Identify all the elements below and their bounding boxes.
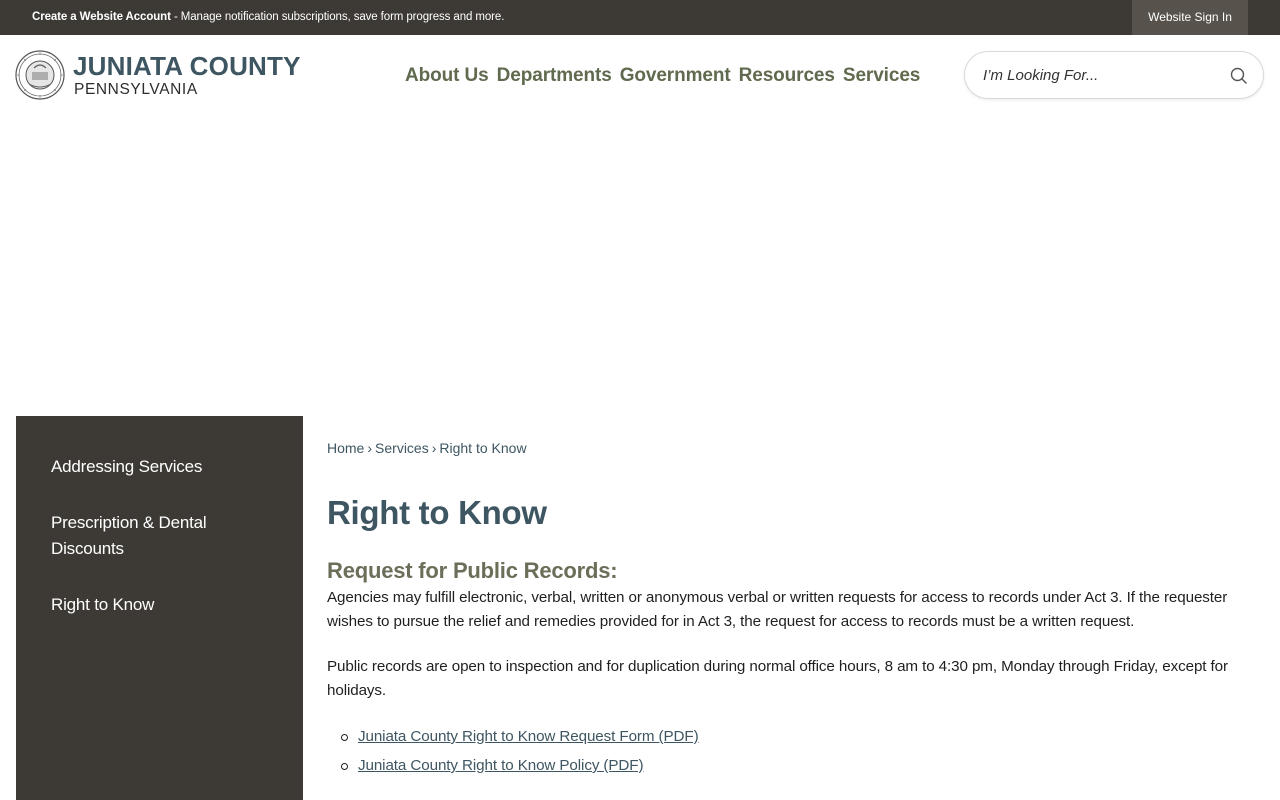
sidebar-item-right-to-know[interactable]: Right to Know xyxy=(51,595,155,614)
sidebar-navigation xyxy=(16,416,303,800)
main-navigation xyxy=(405,63,920,89)
logo-state-name: PENNSYLVANIA xyxy=(74,81,198,98)
nav-departments[interactable]: Departments xyxy=(496,65,612,86)
logo-county-name: JUNIATA COUNTY xyxy=(73,51,301,81)
list-item xyxy=(339,725,699,754)
content-paragraph: Agencies may fulfill electronic, verbal, written or anonymous verbal or written requests for access to records under Act 3. If the requester wishes to pursue the relief and remedies provided for in Act 3, the request for access to records must be a written request. xyxy=(327,589,1228,630)
account-message xyxy=(32,0,504,35)
breadcrumb-separator: › xyxy=(431,440,437,456)
breadcrumb-separator: › xyxy=(367,440,373,456)
website-sign-in-button[interactable]: Website Sign In xyxy=(1132,0,1248,35)
account-message-text: - Manage notification subscriptions, save form progress and more. xyxy=(170,11,505,23)
search-icon[interactable] xyxy=(1229,66,1249,86)
list-item xyxy=(339,754,699,783)
breadcrumb-home[interactable]: Home xyxy=(327,440,365,456)
county-seal-icon xyxy=(15,50,65,100)
search-input[interactable] xyxy=(983,62,1223,88)
content-paragraph: Public records are open to inspection and for duplication during normal office hours, 8 am to 4:30 pm, Monday through Friday, except for holidays. xyxy=(327,658,1228,699)
top-utility-bar xyxy=(0,0,1280,35)
nav-about-us[interactable]: About Us xyxy=(405,65,489,86)
sidebar-item-addressing-services[interactable]: Addressing Services xyxy=(51,457,203,476)
create-account-link[interactable]: Create a Website Account xyxy=(32,11,171,23)
breadcrumb-services[interactable]: Services xyxy=(375,440,429,456)
nav-services[interactable]: Services xyxy=(842,65,921,86)
sidebar-item-prescription-dental[interactable]: Prescription & Dental Discounts xyxy=(51,513,207,558)
document-links-list xyxy=(339,725,699,783)
breadcrumb xyxy=(327,440,527,456)
policy-pdf-link[interactable]: Juniata County Right to Know Policy (PDF) xyxy=(358,757,644,774)
request-form-pdf-link[interactable]: Juniata County Right to Know Request Form (PDF) xyxy=(358,728,699,745)
breadcrumb-current: Right to Know xyxy=(439,440,527,456)
site-logo[interactable] xyxy=(15,50,315,100)
page-title: Right to Know xyxy=(327,494,547,531)
nav-resources[interactable]: Resources xyxy=(738,65,835,86)
nav-government[interactable]: Government xyxy=(619,65,731,86)
section-heading: Request for Public Records: xyxy=(327,558,618,583)
site-search xyxy=(964,51,1264,99)
